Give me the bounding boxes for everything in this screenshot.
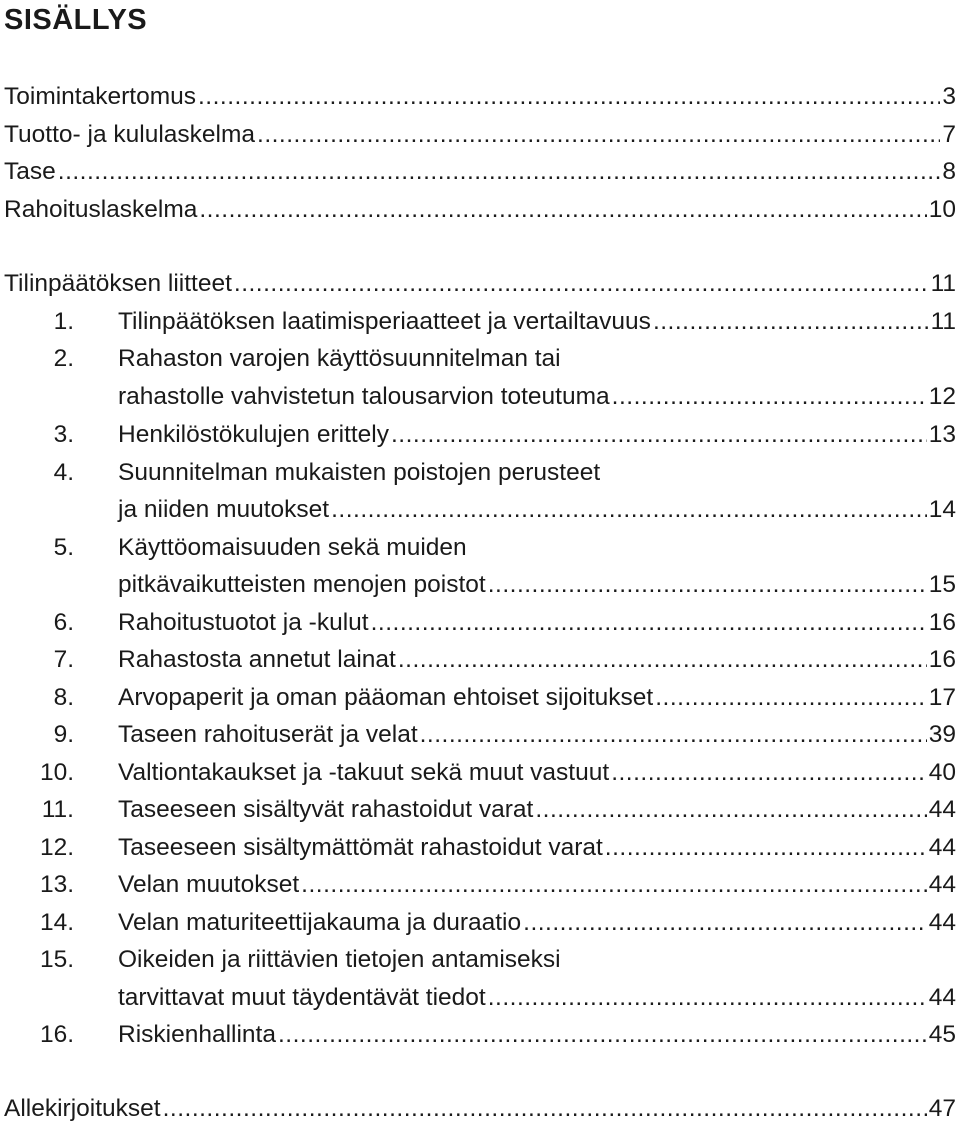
toc-page-number: 14 (928, 496, 956, 523)
toc-page-number: 39 (928, 721, 956, 748)
toc-note-3[interactable] (4, 416, 956, 454)
toc-note-number: 9. (53, 721, 74, 748)
toc-entry-label: pitkävaikutteisten menojen poistot (118, 571, 486, 598)
dot-leader (391, 416, 927, 454)
toc-note-number: 15. (39, 946, 74, 973)
toc-entry-rahoituslaskelma[interactable] (4, 191, 956, 229)
dot-leader (488, 979, 927, 1017)
dot-leader (605, 829, 927, 867)
toc-entry-label: tarvittavat muut täydentävät tiedot (118, 984, 486, 1011)
toc-note-1[interactable] (4, 303, 956, 341)
toc-note-15[interactable] (4, 941, 956, 979)
toc-note-9[interactable] (4, 716, 956, 754)
toc-entry-label: Velan muutokset (118, 871, 300, 898)
dot-leader (234, 265, 929, 303)
dot-leader (331, 491, 927, 529)
toc-page-number: 13 (928, 421, 956, 448)
toc-page-number: 7 (942, 121, 956, 148)
dot-leader (523, 904, 927, 942)
toc-note-5-continuation[interactable] (4, 566, 956, 604)
toc-note-2[interactable] (4, 340, 956, 378)
toc-entry-label: Rahastosta annetut lainat (118, 646, 396, 673)
toc-entry-toimintakertomus[interactable] (4, 78, 956, 116)
toc-note-number: 2. (53, 345, 74, 372)
toc-note-number: 5. (53, 534, 74, 561)
toc-page-number: 17 (928, 684, 956, 711)
toc-entry-label: Valtiontakaukset ja -takuut sekä muut vastuut (118, 759, 610, 786)
toc-note-number: 7. (53, 646, 74, 673)
toc-page-number: 16 (928, 646, 956, 673)
toc-page-number: 44 (928, 909, 956, 936)
toc-entry-allekirjoitukset[interactable] (4, 1090, 956, 1128)
toc-entry-label: Rahoitustuotot ja -kulut (118, 609, 369, 636)
dot-leader (163, 1090, 927, 1128)
toc-page-number: 44 (928, 984, 956, 1011)
toc-note-6[interactable] (4, 604, 956, 642)
toc-note-7[interactable] (4, 641, 956, 679)
dot-leader (301, 866, 927, 904)
toc-note-8[interactable] (4, 679, 956, 717)
dot-leader (58, 153, 941, 191)
toc-entry-label: Velan maturiteettijakauma ja duraatio (118, 909, 522, 936)
dot-leader (612, 378, 927, 416)
toc-note-4[interactable] (4, 454, 956, 492)
toc-page-number: 11 (930, 308, 956, 335)
toc-page-number: 15 (928, 571, 956, 598)
dot-leader (611, 754, 927, 792)
toc-entry-label: Oikeiden ja riittävien tietojen antamiseksi (118, 946, 561, 973)
toc-entry-label: Allekirjoitukset (4, 1095, 161, 1122)
toc-entry-label: ja niiden muutokset (118, 496, 330, 523)
toc-entry-label: Taseeseen sisältymättömät rahastoidut varat (118, 834, 603, 861)
toc-note-number: 4. (53, 459, 74, 486)
toc-note-2-continuation[interactable] (4, 378, 956, 416)
toc-note-number: 1. (53, 308, 74, 335)
toc-note-number: 3. (53, 421, 74, 448)
toc-note-4-continuation[interactable] (4, 491, 956, 529)
toc-entry-label: Arvopaperit ja oman pääoman ehtoiset sijoitukset (118, 684, 654, 711)
dot-leader (488, 566, 927, 604)
toc-entry-label: Tuotto- ja kululaskelma (4, 121, 256, 148)
toc-page-number: 44 (928, 796, 956, 823)
toc-page-number: 40 (928, 759, 956, 786)
toc-entry-label: Rahaston varojen käyttösuunnitelman tai (118, 345, 561, 372)
toc-entry-label: Toimintakertomus (4, 83, 196, 110)
toc-note-12[interactable] (4, 829, 956, 867)
dot-leader (398, 641, 927, 679)
toc-entry-label: rahastolle vahvistetun talousarvion toteutuma (118, 383, 610, 410)
toc-entry-label: Taseen rahoituserät ja velat (118, 721, 418, 748)
toc-note-11[interactable] (4, 791, 956, 829)
toc-page-number: 45 (928, 1021, 956, 1048)
toc-note-5[interactable] (4, 529, 956, 567)
toc-note-number: 12. (39, 834, 74, 861)
toc-entry-label: Tase (4, 158, 56, 185)
toc-note-16[interactable] (4, 1016, 956, 1054)
toc-page-number: 10 (928, 196, 956, 223)
toc-entry-label: Henkilöstökulujen erittely (118, 421, 389, 448)
toc-page-number: 16 (928, 609, 956, 636)
dot-leader (198, 78, 940, 116)
toc-note-number: 8. (53, 684, 74, 711)
toc-note-number: 13. (39, 871, 74, 898)
toc-entry-label: Rahoituslaskelma (4, 196, 198, 223)
page-title: SISÄLLYS (4, 4, 148, 36)
toc-note-13[interactable] (4, 866, 956, 904)
toc-entry-tase[interactable] (4, 153, 956, 191)
toc-page-number: 8 (942, 158, 956, 185)
toc-note-number: 10. (39, 759, 74, 786)
toc-note-number: 11. (41, 796, 74, 823)
toc-page-number: 44 (928, 871, 956, 898)
toc-entry-label: Taseeseen sisältyvät rahastoidut varat (118, 796, 534, 823)
toc-page-number: 44 (928, 834, 956, 861)
dot-leader (278, 1016, 927, 1054)
toc-note-14[interactable] (4, 904, 956, 942)
dot-leader (257, 116, 940, 154)
toc-entry-label: Tilinpäätöksen liitteet (4, 270, 232, 297)
toc-entry-tuotto-ja-kululaskelma[interactable] (4, 116, 956, 154)
dot-leader (535, 791, 926, 829)
toc-entry-label: Käyttöomaisuuden sekä muiden (118, 534, 467, 561)
dot-leader (420, 716, 927, 754)
toc-entry-tilinpaatoksen-liitteet[interactable] (4, 265, 956, 303)
toc-page-number: 11 (930, 270, 956, 297)
toc-note-15-continuation[interactable] (4, 979, 956, 1017)
toc-page-number: 3 (942, 83, 956, 110)
toc-entry-label: Riskienhallinta (118, 1021, 276, 1048)
toc-note-number: 6. (53, 609, 74, 636)
toc-page-number: 47 (928, 1095, 956, 1122)
dot-leader (655, 679, 927, 717)
toc-entry-label: Tilinpäätöksen laatimisperiaatteet ja vertailtavuus (118, 308, 651, 335)
dot-leader (371, 604, 927, 642)
toc-note-number: 16. (39, 1021, 74, 1048)
toc-note-number: 14. (39, 909, 74, 936)
dot-leader (653, 303, 929, 341)
toc-note-10[interactable] (4, 754, 956, 792)
dot-leader (199, 191, 926, 229)
toc-entry-label: Suunnitelman mukaisten poistojen perusteet (118, 459, 601, 486)
toc-page-number: 12 (928, 383, 956, 410)
